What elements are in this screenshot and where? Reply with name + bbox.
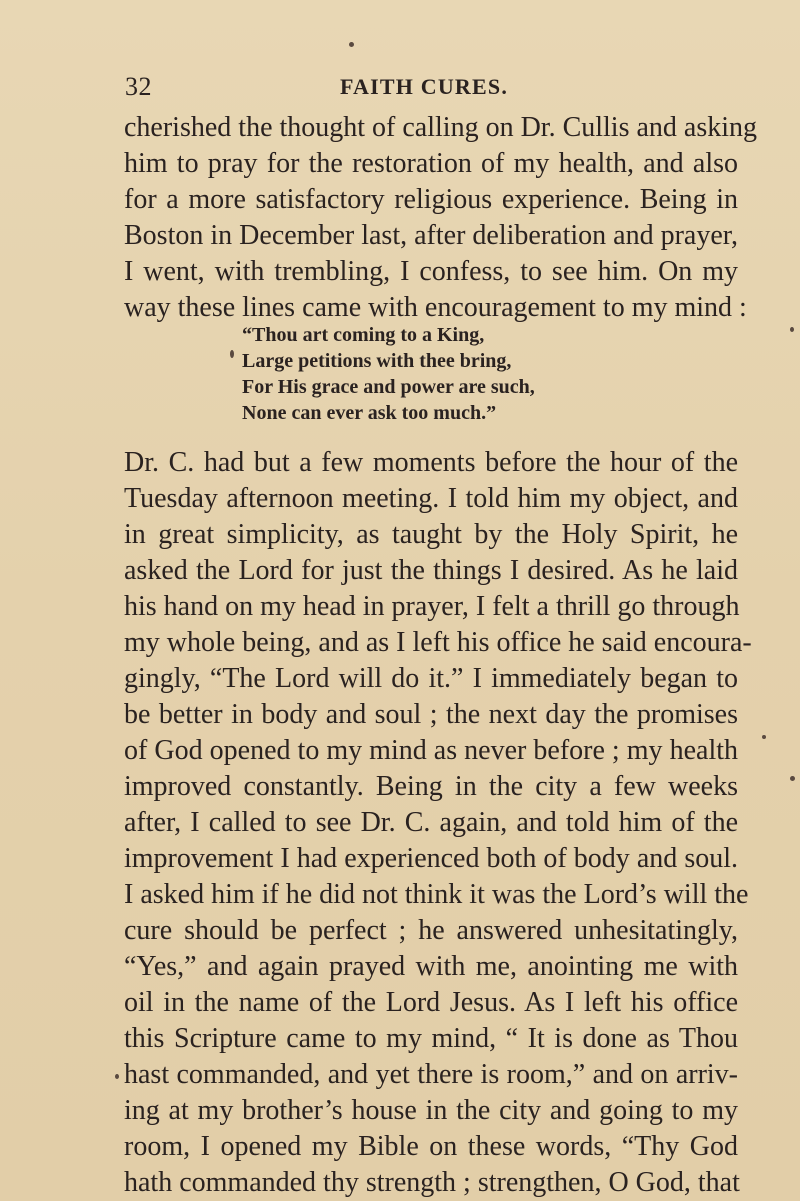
text-line: for a more satisfactory religious experience. Being in <box>124 184 738 215</box>
text-line: “Yes,” and again prayed with me, anointing me with <box>124 951 738 982</box>
text-line: oil in the name of the Lord Jesus. As I left his office <box>124 987 738 1018</box>
page-header <box>0 72 800 106</box>
paragraph-2 <box>124 445 752 1201</box>
text-line: Dr. C. had but a few moments before the hour of the <box>124 447 738 478</box>
verse-line: “Thou art coming to a King, <box>242 324 485 346</box>
text-line: room, I opened my Bible on these words, “Thy God <box>124 1131 738 1162</box>
text-line: cherished the thought of calling on Dr. Cullis and asking <box>124 112 758 143</box>
text-line: improvement I had experienced both of body and soul. <box>124 843 738 874</box>
text-line: this Scripture came to my mind, “ It is done as Thou <box>124 1023 738 1054</box>
ink-speck <box>790 327 794 332</box>
text-line: hast commanded, and yet there is room,” and on arriv- <box>124 1059 738 1090</box>
ink-speck <box>115 1074 119 1079</box>
verse-line: Large petitions with thee bring, <box>242 350 512 372</box>
text-line: his hand on my head in prayer, I felt a thrill go through <box>124 591 740 622</box>
paragraph-1 <box>124 110 758 326</box>
text-line: my whole being, and as I left his office he said encoura- <box>124 627 752 658</box>
text-line: in great simplicity, as taught by the Holy Spirit, he <box>124 519 738 550</box>
text-line: after, I called to see Dr. C. again, and told him of the <box>124 807 738 838</box>
text-line: Boston in December last, after deliberation and prayer, <box>124 220 738 251</box>
ink-speck <box>762 735 766 739</box>
text-line: of God opened to my mind as never before ; my health <box>124 735 738 766</box>
page-number: 32 <box>125 72 152 101</box>
text-line: asked the Lord for just the things I desired. As he laid <box>124 555 738 586</box>
text-line: him to pray for the restoration of my health, and also <box>124 148 738 179</box>
text-line: improved constantly. Being in the city a few weeks <box>124 771 738 802</box>
ink-speck <box>349 42 354 47</box>
text-line: be better in body and soul ; the next day the promises <box>124 699 738 730</box>
verse-line: None can ever ask too much.” <box>242 402 497 424</box>
verse-line: For His grace and power are such, <box>242 376 535 398</box>
text-line: ing at my brother’s house in the city and going to my <box>124 1095 738 1126</box>
text-line: I went, with trembling, I confess, to see him. On my <box>124 256 738 287</box>
ink-speck <box>790 776 795 781</box>
ink-speck <box>230 350 234 358</box>
running-head: FAITH CURES. <box>340 74 509 99</box>
text-line: Tuesday afternoon meeting. I told him my object, and <box>124 483 738 514</box>
text-line: I asked him if he did not think it was the Lord’s will the <box>124 879 749 910</box>
verse-quote <box>242 322 702 426</box>
text-line: hath commanded thy strength ; strengthen, O God, that <box>124 1167 740 1198</box>
text-line: gingly, “The Lord will do it.” I immediately began to <box>124 663 738 694</box>
text-line: way these lines came with encouragement to my mind : <box>124 292 747 323</box>
text-line: cure should be perfect ; he answered unhesitatingly, <box>124 915 738 946</box>
